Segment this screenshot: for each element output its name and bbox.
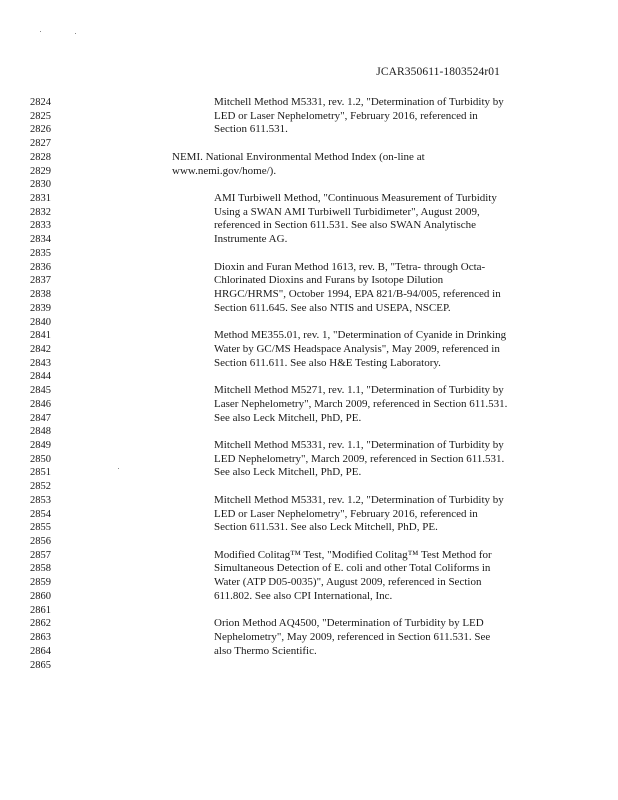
scan-speck bbox=[40, 31, 41, 32]
document-line bbox=[0, 480, 618, 494]
document-line bbox=[0, 219, 618, 233]
line-number: 2833 bbox=[30, 220, 51, 232]
line-number: 2832 bbox=[30, 206, 51, 218]
line-text: Mitchell Method M5331, rev. 1.1, "Determination of Turbidity by bbox=[214, 439, 504, 451]
line-text: Laser Nephelometry", March 2009, referenced in Section 611.531. bbox=[214, 397, 508, 410]
document-line bbox=[0, 645, 618, 659]
document-line bbox=[0, 659, 618, 673]
line-number: 2835 bbox=[30, 247, 51, 259]
line-number: 2840 bbox=[30, 316, 51, 328]
document-line bbox=[0, 521, 618, 535]
document-line bbox=[0, 96, 618, 110]
line-text: Nephelometry", May 2009, referenced in Section 611.531. See bbox=[214, 631, 491, 644]
document-line bbox=[0, 425, 618, 439]
document-line bbox=[0, 274, 618, 288]
document-line bbox=[0, 412, 618, 426]
line-number: 2846 bbox=[30, 398, 51, 410]
line-text: Mitchell Method M5331, rev. 1.2, "Determination of Turbidity by bbox=[214, 493, 504, 506]
document-line bbox=[0, 549, 618, 563]
line-number: 2855 bbox=[30, 522, 51, 534]
line-text: Simultaneous Detection of E. coli and other Total Coliforms in bbox=[214, 562, 491, 575]
line-number: 2861 bbox=[30, 604, 51, 616]
document-line bbox=[0, 398, 618, 412]
document-line bbox=[0, 247, 618, 261]
line-text: Chlorinated Dioxins and Furans by Isotope Dilution bbox=[214, 274, 444, 287]
line-number: 2851 bbox=[30, 467, 51, 479]
document-line bbox=[0, 165, 618, 179]
line-number: 2829 bbox=[30, 165, 51, 177]
line-text: LED or Laser Nephelometry", February 2016, referenced in bbox=[214, 109, 478, 122]
line-number: 2850 bbox=[30, 453, 51, 465]
line-number: 2827 bbox=[30, 138, 51, 150]
line-number: 2856 bbox=[30, 536, 51, 548]
line-text: Mitchell Method M5331, rev. 1.2, "Determination of Turbidity by bbox=[214, 96, 504, 108]
line-number: 2854 bbox=[30, 508, 51, 520]
document-line bbox=[0, 288, 618, 302]
document-line bbox=[0, 562, 618, 576]
line-text: LED Nephelometry", March 2009, referenced in Section 611.531. bbox=[214, 452, 505, 465]
document-line bbox=[0, 110, 618, 124]
line-number: 2842 bbox=[30, 343, 51, 355]
line-number: 2845 bbox=[30, 385, 51, 397]
line-text: Instrumente AG. bbox=[214, 233, 288, 246]
line-text: Section 611.611. See also H&E Testing Laboratory. bbox=[214, 356, 441, 369]
line-text: Section 611.531. See also Leck Mitchell, PhD, PE. bbox=[214, 521, 438, 534]
document-line bbox=[0, 370, 618, 384]
line-number: 2830 bbox=[30, 179, 51, 191]
line-number: 2844 bbox=[30, 371, 51, 383]
line-text: Water by GC/MS Headspace Analysis", May 2009, referenced in bbox=[214, 342, 500, 355]
document-line bbox=[0, 535, 618, 549]
document-line bbox=[0, 343, 618, 357]
line-number: 2836 bbox=[30, 261, 51, 273]
line-number: 2853 bbox=[30, 494, 51, 506]
line-number: 2828 bbox=[30, 151, 51, 163]
line-number: 2860 bbox=[30, 590, 51, 602]
line-text: Using a SWAN AMI Turbiwell Turbidimeter", August 2009, bbox=[214, 205, 480, 218]
document-line bbox=[0, 439, 618, 453]
line-text: HRGC/HRMS", October 1994, EPA 821/B-94/005, referenced in bbox=[214, 288, 501, 301]
line-text: also Thermo Scientific. bbox=[214, 644, 317, 657]
document-line bbox=[0, 206, 618, 220]
line-number: 2865 bbox=[30, 659, 51, 671]
document-line bbox=[0, 604, 618, 618]
document-line bbox=[0, 233, 618, 247]
line-number: 2862 bbox=[30, 618, 51, 630]
document-line bbox=[0, 508, 618, 522]
line-number: 2834 bbox=[30, 234, 51, 246]
document-id: JCAR350611-1803524r01 bbox=[376, 66, 500, 78]
document-line bbox=[0, 302, 618, 316]
document-line bbox=[0, 357, 618, 371]
line-number: 2849 bbox=[30, 440, 51, 451]
document-line bbox=[0, 466, 618, 480]
document-line bbox=[0, 631, 618, 645]
line-text: Orion Method AQ4500, "Determination of Turbidity by LED bbox=[214, 617, 484, 630]
line-number: 2843 bbox=[30, 357, 51, 369]
document-line bbox=[0, 576, 618, 590]
line-number: 2838 bbox=[30, 289, 51, 301]
line-text: 611.802. See also CPI International, Inc. bbox=[214, 589, 393, 602]
document-line bbox=[0, 384, 618, 398]
document-line bbox=[0, 494, 618, 508]
line-number: 2824 bbox=[30, 97, 51, 108]
document-line bbox=[0, 192, 618, 206]
line-number: 2841 bbox=[30, 330, 51, 342]
line-text: LED or Laser Nephelometry", February 2016, referenced in bbox=[214, 507, 478, 520]
line-text: Method ME355.01, rev. 1, "Determination of Cyanide in Drinking bbox=[214, 329, 507, 342]
line-text: Mitchell Method M5271, rev. 1.1, "Determination of Turbidity by bbox=[214, 384, 504, 397]
line-text: See also Leck Mitchell, PhD, PE. bbox=[214, 466, 362, 479]
document-line bbox=[0, 329, 618, 343]
line-text: AMI Turbiwell Method, "Continuous Measurement of Turbidity bbox=[214, 192, 497, 205]
document-line bbox=[0, 261, 618, 275]
line-number: 2831 bbox=[30, 193, 51, 205]
scan-speck bbox=[75, 33, 76, 34]
line-number: 2825 bbox=[30, 110, 51, 122]
line-number: 2859 bbox=[30, 577, 51, 589]
line-number: 2837 bbox=[30, 275, 51, 287]
line-number: 2858 bbox=[30, 563, 51, 575]
line-text: Modified Colitag™ Test, "Modified Colitag™ Test Method for bbox=[214, 548, 492, 561]
line-text: referenced in Section 611.531. See also SWAN Analytische bbox=[214, 219, 476, 232]
line-text: See also Leck Mitchell, PhD, PE. bbox=[214, 411, 362, 424]
document-line bbox=[0, 178, 618, 192]
line-text: Dioxin and Furan Method 1613, rev. B, "Tetra- through Octa- bbox=[214, 260, 486, 273]
document-line bbox=[0, 617, 618, 631]
line-number: 2847 bbox=[30, 412, 51, 424]
line-text: Section 611.531. bbox=[214, 123, 288, 136]
line-number: 2852 bbox=[30, 481, 51, 493]
line-text: www.nemi.gov/home/). bbox=[172, 164, 277, 177]
document-line bbox=[0, 316, 618, 330]
document-line bbox=[0, 453, 618, 467]
line-number: 2864 bbox=[30, 645, 51, 657]
document-line bbox=[0, 137, 618, 151]
line-number: 2857 bbox=[30, 549, 51, 561]
line-text: Water (ATP D05-0035)", August 2009, referenced in Section bbox=[214, 576, 482, 589]
document-line bbox=[0, 590, 618, 604]
line-number: 2848 bbox=[30, 426, 51, 438]
line-text: Section 611.645. See also NTIS and USEPA, NSCEP. bbox=[214, 301, 451, 314]
line-number: 2839 bbox=[30, 302, 51, 314]
line-number: 2863 bbox=[30, 632, 51, 644]
document-line bbox=[0, 151, 618, 165]
line-text: NEMI. National Environmental Method Index (on-line at bbox=[172, 150, 425, 163]
line-number: 2826 bbox=[30, 124, 51, 136]
document-line bbox=[0, 123, 618, 137]
